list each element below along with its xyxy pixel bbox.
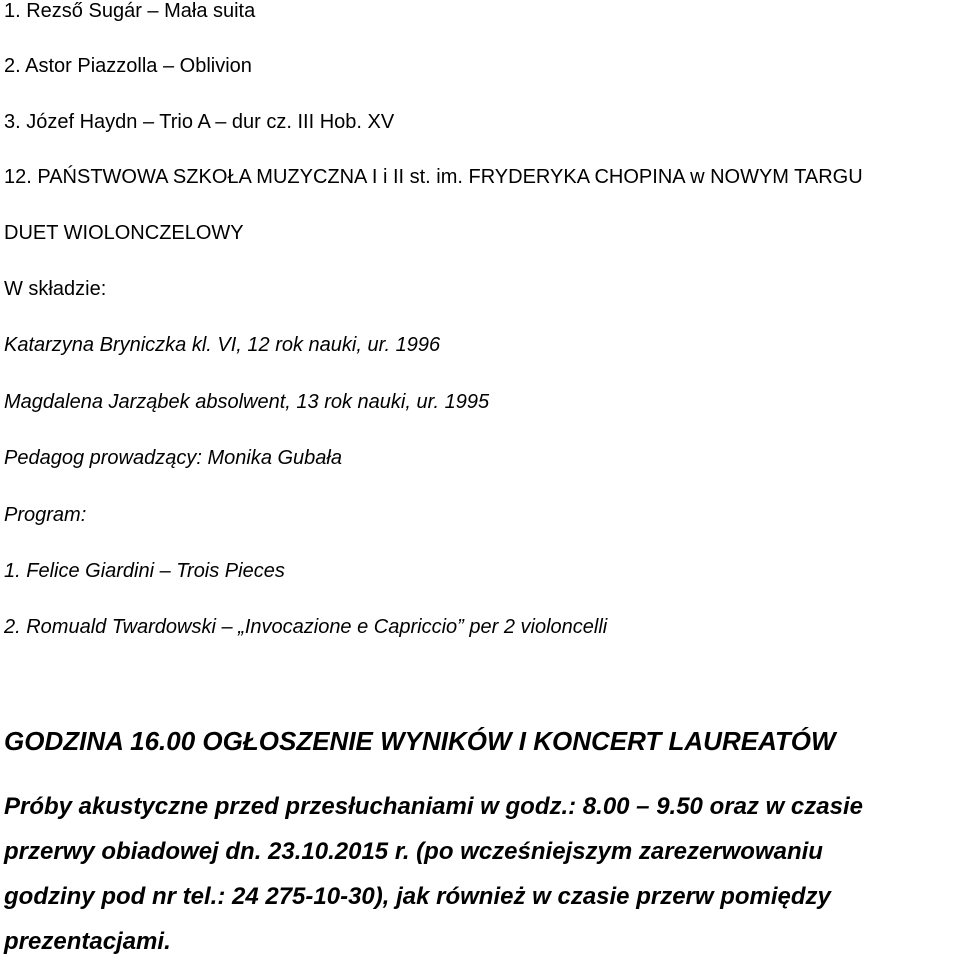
announcement-heading: GODZINA 16.00 OGŁOSZENIE WYNIKÓW I KONCERT LAUREATÓW <box>4 726 836 756</box>
program-item-1: 1. Rezső Sugár – Mała suita <box>4 0 256 22</box>
program-label: Program: <box>4 504 87 526</box>
notice-line-3: godziny pod nr tel.: 24 275-10-30), jak również w czasie przerw pomiędzy <box>4 883 831 910</box>
school-name: 12. PAŃSTWOWA SZKOŁA MUZYCZNA I i II st. im. FRYDERYKA CHOPINA w NOWYM TARGU <box>4 166 863 188</box>
rehearsal-notice <box>4 784 956 964</box>
program-item-2: 2. Astor Piazzolla – Oblivion <box>4 55 252 77</box>
program-item-3: 3. Józef Haydn – Trio A – dur cz. III Hob. XV <box>4 111 395 133</box>
ensemble-name: DUET WIOLONCZELOWY <box>4 222 244 244</box>
duet-program-item-2: 2. Romuald Twardowski – „Invocazione e Capriccio” per 2 violoncelli <box>4 616 608 638</box>
notice-line-4: prezentacjami. <box>4 928 171 955</box>
member-1: Katarzyna Bryniczka kl. VI, 12 rok nauki, ur. 1996 <box>4 334 441 356</box>
notice-line-1: Próby akustyczne przed przesłuchaniami w godz.: 8.00 – 9.50 oraz w czasie <box>4 793 863 820</box>
duet-program-item-1: 1. Felice Giardini – Trois Pieces <box>4 560 285 582</box>
teacher-line: Pedagog prowadzący: Monika Gubała <box>4 447 342 469</box>
notice-line-2: przerwy obiadowej dn. 23.10.2015 r. (po wcześniejszym zarezerwowaniu <box>4 838 823 865</box>
members-label: W składzie: <box>4 278 107 300</box>
member-2: Magdalena Jarząbek absolwent, 13 rok nauki, ur. 1995 <box>4 391 490 413</box>
